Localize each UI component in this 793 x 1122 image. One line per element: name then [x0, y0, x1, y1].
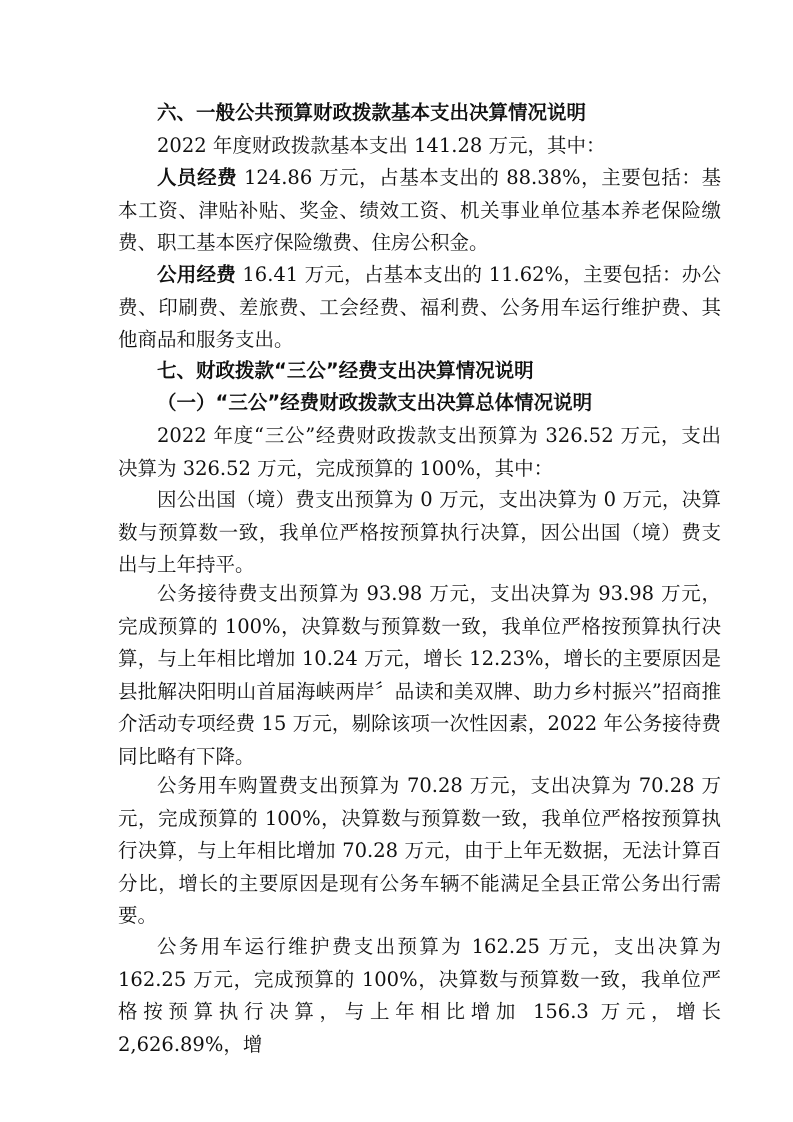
public-expense-text: 16.41 万元，占基本支出的 11.62%，主要包括：办公费、印刷费、差旅费、工会经费、福利费、公务用车运行维护费、其他商品和服务支出。: [118, 263, 721, 351]
overseas-travel-paragraph: 因公出国（境）费支出预算为 0 万元，支出决算为 0 万元，决算数与预算数一致，我单位严格按预算执行决算，因公出国（境）费支出与上年持平。: [118, 488, 721, 576]
personnel-expense-text: 124.86 万元，占基本支出的 88.38%，主要包括：基本工资、津贴补贴、奖金、绩效工资、机关事业单位基本养老保险缴费、职工基本医疗保险缴费、住房公积金。: [118, 166, 721, 254]
section-6-intro: 2022 年度财政拨款基本支出 141.28 万元，其中：: [157, 134, 606, 157]
three-public-total-paragraph: 2022 年度“三公”经费财政拨款支出预算为 326.52 万元，支出决算为 326.52 万元，完成预算的 100%，其中：: [118, 424, 721, 480]
public-expense-paragraph: [118, 259, 721, 357]
vehicle-purchase-paragraph: 公务用车购置费支出预算为 70.28 万元，支出决算为 70.28 万元，完成预算的 100%，决算数与预算数一致，我单位严格按预算执行决算，与上年相比增加 70.28 万元，由于上年无数据，无法计算百分比，增长的主要原因是现有公务车辆不能满足全县正常公务出行需要。: [118, 774, 721, 927]
section-6-heading: 六、一般公共预算财政拨款基本支出决算情况说明: [157, 101, 587, 124]
personnel-expense-paragraph: [118, 162, 721, 260]
vehicle-maintenance-paragraph: 公务用车运行维护费支出预算为 162.25 万元，支出决算为 162.25 万元，完成预算的 100%，决算数与预算数一致，我单位严格按预算执行决算，与上年相比增加 156.3 万元，增长 2,626.89%，增: [118, 935, 721, 1056]
public-expense-label: 公用经费: [157, 263, 236, 286]
section-7-heading: 七、财政拨款“三公”经费支出决算情况说明: [157, 359, 534, 382]
section-7-subheading: （一）“三公”经费财政拨款支出决算总体情况说明: [157, 391, 593, 414]
reception-expense-paragraph: 公务接待费支出预算为 93.98 万元，支出决算为 93.98 万元，完成预算的 100%，决算数与预算数一致，我单位严格按预算执行决算，与上年相比增加 10.24 万元，增长 12.23%，增长的主要原因是县批解决阳明山首届海峡两岸〞品读和美双牌、助力乡村振兴”招商推介活动专项经费 15 万元，剔除该项一次性因素，2022 年公务接待费同比略有下降。: [118, 582, 721, 768]
personnel-expense-label: 人员经费: [157, 166, 238, 189]
